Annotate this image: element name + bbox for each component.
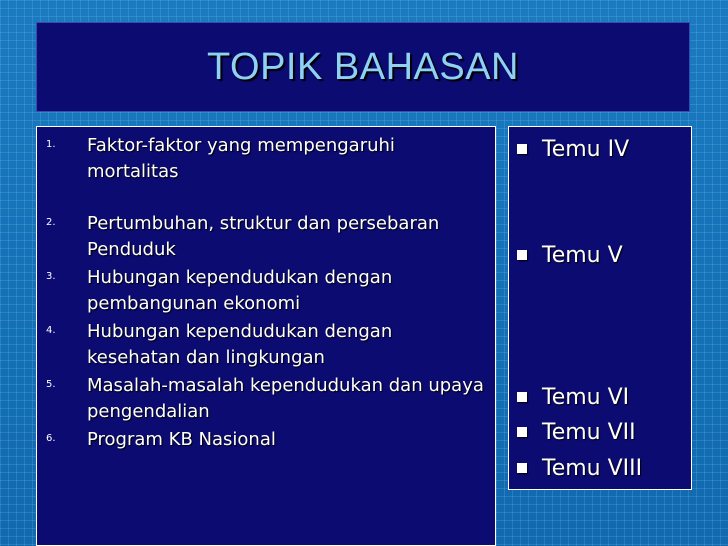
session-label: Temu VI xyxy=(542,384,630,410)
slide-title: TOPIK BAHASAN xyxy=(206,45,519,88)
topic-number: 5. xyxy=(46,379,56,390)
topic-text: Faktor-faktor yang mempengaruhi mortalitas xyxy=(87,135,395,182)
square-bullet-icon xyxy=(517,250,527,260)
square-bullet-icon xyxy=(517,144,527,154)
topic-number: 3. xyxy=(46,271,56,282)
session-item xyxy=(517,453,642,483)
square-bullet-icon xyxy=(517,427,527,437)
session-item xyxy=(517,382,629,412)
topic-text: Pertumbuhan, struktur dan persebaran Penduduk xyxy=(87,213,440,260)
square-bullet-icon xyxy=(517,392,527,402)
session-label: Temu VIII xyxy=(542,455,643,481)
sessions-panel xyxy=(508,126,692,490)
title-box xyxy=(36,22,690,112)
square-bullet-icon xyxy=(517,463,527,473)
session-item xyxy=(517,240,623,270)
topic-text: Hubungan kependudukan dengan kesehatan dan lingkungan xyxy=(87,321,393,368)
topic-number: 6. xyxy=(46,433,56,444)
session-label: Temu IV xyxy=(542,136,630,162)
session-item xyxy=(517,134,629,164)
session-label: Temu VII xyxy=(542,419,636,445)
topic-number: 2. xyxy=(46,217,56,228)
topic-number: 1. xyxy=(46,139,56,150)
topics-panel xyxy=(36,126,496,546)
topic-text: Hubungan kependudukan dengan pembangunan ekonomi xyxy=(87,267,393,314)
topic-text: Program KB Nasional xyxy=(87,429,276,450)
topic-text: Masalah-masalah kependudukan dan upaya pengendalian xyxy=(87,375,484,422)
session-item xyxy=(517,417,636,447)
session-label: Temu V xyxy=(542,242,623,268)
topic-number: 4. xyxy=(46,325,56,336)
